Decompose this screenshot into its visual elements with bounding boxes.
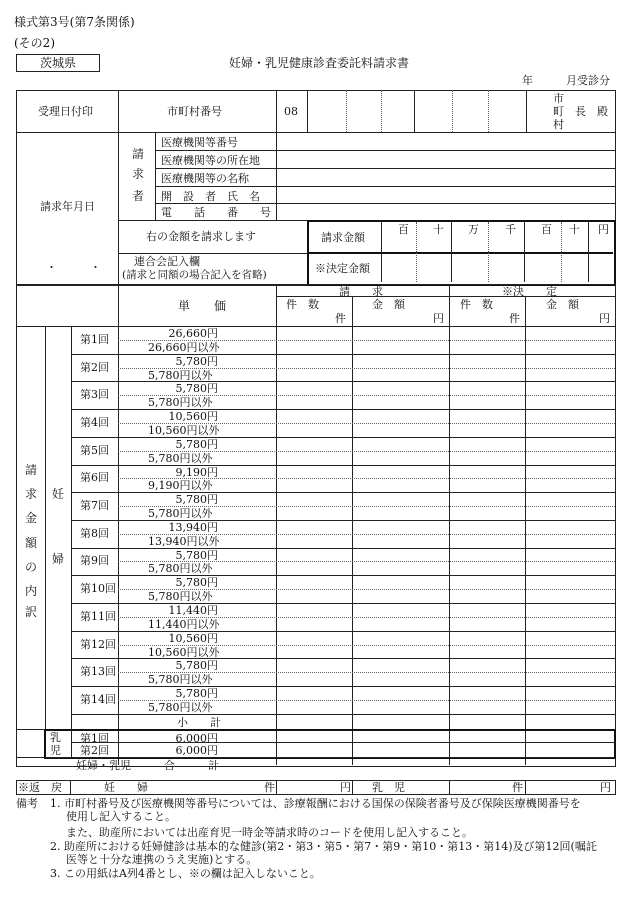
pregnant-price: 5,780円 [175, 576, 218, 589]
field-phone-number: 電 話 番 号 [161, 206, 271, 219]
breakdown-char-4: 額 [24, 536, 37, 550]
row-divider [71, 686, 615, 687]
digit-thousand: 千 [505, 223, 516, 236]
header-decision-amount: 金 額 [546, 298, 579, 311]
header-claim-count: 件 数 [286, 298, 319, 311]
header-decision-count: 件 数 [460, 298, 493, 311]
subtotal-label: 小 計 [177, 716, 221, 729]
request-text: 右の金額を請求します [146, 230, 256, 243]
pregnant-visit: 第10回 [80, 582, 116, 595]
pregnant-price: 5,780円 [175, 549, 218, 562]
row-divider [71, 631, 615, 632]
row-divider [71, 658, 615, 659]
pregnant-price: 5,780円 [175, 382, 218, 395]
prefecture-box [16, 54, 100, 72]
notes-label: 備考 [16, 797, 38, 810]
pregnant-char-2: 婦 [51, 552, 64, 566]
breakdown-char-3: 金 [24, 511, 37, 525]
claim-amount-label: 請求金額 [321, 231, 365, 244]
addressee-line-1: 市 [553, 92, 564, 105]
pregnant-visit: 第9回 [80, 554, 109, 567]
digit-ten-man: 十 [433, 223, 444, 236]
note-line-2: 使用し記入すること。 [66, 810, 176, 823]
header-claim-yen: 円 [433, 312, 444, 325]
infant-price-2: 6,000円 [175, 744, 218, 757]
addressee-line-2: 町 長 殿 [553, 105, 608, 118]
return-pregnant: 妊 婦 [104, 781, 148, 794]
return-infant: 乳 児 [372, 781, 405, 794]
pregnant-price-other: 11,440円以外 [148, 618, 220, 631]
return-label: ※返 戻 [18, 781, 62, 794]
digit-hundred-man: 百 [398, 223, 409, 236]
form-sub-number: (その2) [14, 36, 55, 50]
row-divider [71, 437, 615, 438]
breakdown-char-6: 内 [24, 584, 37, 598]
received-month: 年 月受診分 [522, 74, 610, 87]
pregnant-price: 26,660円 [168, 327, 218, 340]
claimant-char-2: 求 [131, 167, 144, 181]
pregnant-price-other: 9,190円以外 [148, 479, 213, 492]
form-title: 妊婦・乳児健康診査委託料請求書 [229, 56, 410, 70]
note-line-5: 医等と十分な連携のうえ実施)とする。 [66, 853, 258, 866]
pregnant-visit: 第13回 [80, 665, 116, 678]
row-divider [71, 520, 615, 521]
digit-hundred: 百 [541, 223, 552, 236]
return-pregnant-count-unit: 件 [264, 781, 275, 794]
pregnant-price: 5,780円 [175, 438, 218, 451]
digit-ten: 十 [569, 223, 580, 236]
infant-char-1: 乳 [50, 731, 61, 744]
row-divider [71, 603, 615, 604]
pregnant-price: 10,560円 [168, 410, 218, 423]
pregnant-visit: 第8回 [80, 527, 109, 540]
pregnant-price-other: 5,780円以外 [148, 673, 213, 686]
pregnant-price-other: 5,780円以外 [148, 507, 213, 520]
breakdown-char-1: 請 [24, 463, 37, 477]
joint-label-note: (請求と同額の場合記入を省略) [122, 269, 267, 281]
infant-char-2: 児 [50, 744, 61, 757]
header-claim-count-unit: 件 [335, 312, 346, 325]
infant-visit-1: 第1回 [80, 732, 109, 745]
decided-amount-label: ※決定金額 [315, 262, 370, 275]
note-line-4: 2. 助産所における妊婦健診は基本的な健診(第2・第3・第5・第7・第9・第10・第13・第14)及び第12回(嘱託 [50, 840, 597, 853]
pregnant-visit: 第7回 [80, 499, 109, 512]
header-claim-amount: 金 額 [372, 298, 405, 311]
row-divider [71, 381, 615, 382]
pregnant-visit: 第12回 [80, 638, 116, 651]
pregnant-price-other: 5,780円以外 [148, 369, 213, 382]
pregnant-visit: 第1回 [80, 333, 109, 346]
pregnant-price: 11,440円 [168, 604, 218, 617]
row-divider [71, 575, 615, 576]
row-divider [71, 492, 615, 493]
note-line-1: 1. 市町村番号及び医療機関等番号については、診療報酬における国保の保険者番号及び保険医療機関番号を [50, 797, 581, 810]
pregnant-visit: 第6回 [80, 471, 109, 484]
pregnant-price-other: 5,780円以外 [148, 562, 213, 575]
pregnant-price: 10,560円 [168, 632, 218, 645]
digit-yen: 円 [598, 223, 609, 236]
row-divider [71, 465, 615, 466]
header-decision-yen: 円 [599, 312, 610, 325]
pregnant-price-other: 10,560円以外 [148, 424, 220, 437]
note-line-3: また、助産所においては出産育児一時金等請求時のコードを使用し記入すること。 [66, 826, 473, 839]
digit-man: 万 [468, 223, 479, 236]
breakdown-char-2: 求 [24, 487, 37, 501]
pregnant-price: 13,940円 [168, 521, 218, 534]
header-decision: ※決 定 [502, 285, 557, 298]
pregnant-price: 9,190円 [175, 466, 218, 479]
claim-date-label: 請求年月日 [40, 200, 95, 213]
reception-stamp-label: 受理日付印 [38, 105, 93, 118]
pregnant-char-1: 妊 [51, 487, 64, 501]
pregnant-price: 5,780円 [175, 493, 218, 506]
pregnant-price-other: 5,780円以外 [148, 396, 213, 409]
row-divider [71, 548, 615, 549]
municipal-code-label: 市町村番号 [167, 105, 222, 118]
breakdown-char-5: の [24, 560, 37, 574]
header-decision-count-unit: 件 [509, 312, 520, 325]
claimant-char-1: 請 [131, 147, 144, 161]
joint-label-title: 連合会記入欄 [134, 255, 200, 268]
pregnant-price: 5,780円 [175, 355, 218, 368]
pregnant-price-other: 5,780円以外 [148, 701, 213, 714]
note-line-6: 3. この用紙はA列4番とし、※の欄は記入しないこと。 [50, 867, 321, 880]
breakdown-char-7: 訳 [24, 605, 37, 619]
pregnant-price-other: 5,780円以外 [148, 452, 213, 465]
field-institution-name: 医療機関等の名称 [161, 172, 249, 185]
pregnant-visit: 第5回 [80, 444, 109, 457]
field-institution-address: 医療機関等の所在地 [161, 154, 260, 167]
pregnant-visit: 第3回 [80, 388, 109, 401]
municipal-code-value: 08 [284, 105, 298, 118]
infant-price-1: 6,000円 [175, 732, 218, 745]
pregnant-price: 5,780円 [175, 659, 218, 672]
infant-visit-2: 第2回 [80, 744, 109, 757]
pregnant-visit: 第2回 [80, 361, 109, 374]
claim-date-dots: ・ ・ [46, 261, 101, 274]
field-institution-number: 医療機関等番号 [161, 136, 238, 149]
pregnant-price-other: 5,780円以外 [148, 590, 213, 603]
pregnant-price: 5,780円 [175, 687, 218, 700]
form-number: 様式第3号(第7条関係) [14, 15, 135, 29]
pregnant-visit: 第4回 [80, 416, 109, 429]
pregnant-price-other: 13,940円以外 [148, 535, 220, 548]
addressee-line-3: 村 [553, 118, 564, 131]
row-divider [71, 354, 615, 355]
row-divider [71, 409, 615, 410]
header-unit-price: 単 価 [178, 299, 227, 313]
pregnant-visit: 第14回 [80, 693, 116, 706]
return-pregnant-yen: 円 [340, 781, 351, 794]
claimant-char-3: 者 [131, 189, 144, 203]
pregnant-visit: 第11回 [80, 610, 116, 623]
return-infant-count-unit: 件 [512, 781, 523, 794]
return-infant-yen: 円 [600, 781, 611, 794]
header-claim: 請 求 [339, 285, 383, 298]
grand-total-label: 妊婦・乳児 合 計 [76, 759, 219, 772]
pregnant-price-other: 26,660円以外 [148, 341, 220, 354]
field-founder-name: 開 設 者 氏 名 [161, 190, 260, 203]
prefecture-name: 茨城県 [39, 56, 76, 70]
pregnant-price-other: 10,560円以外 [148, 646, 220, 659]
